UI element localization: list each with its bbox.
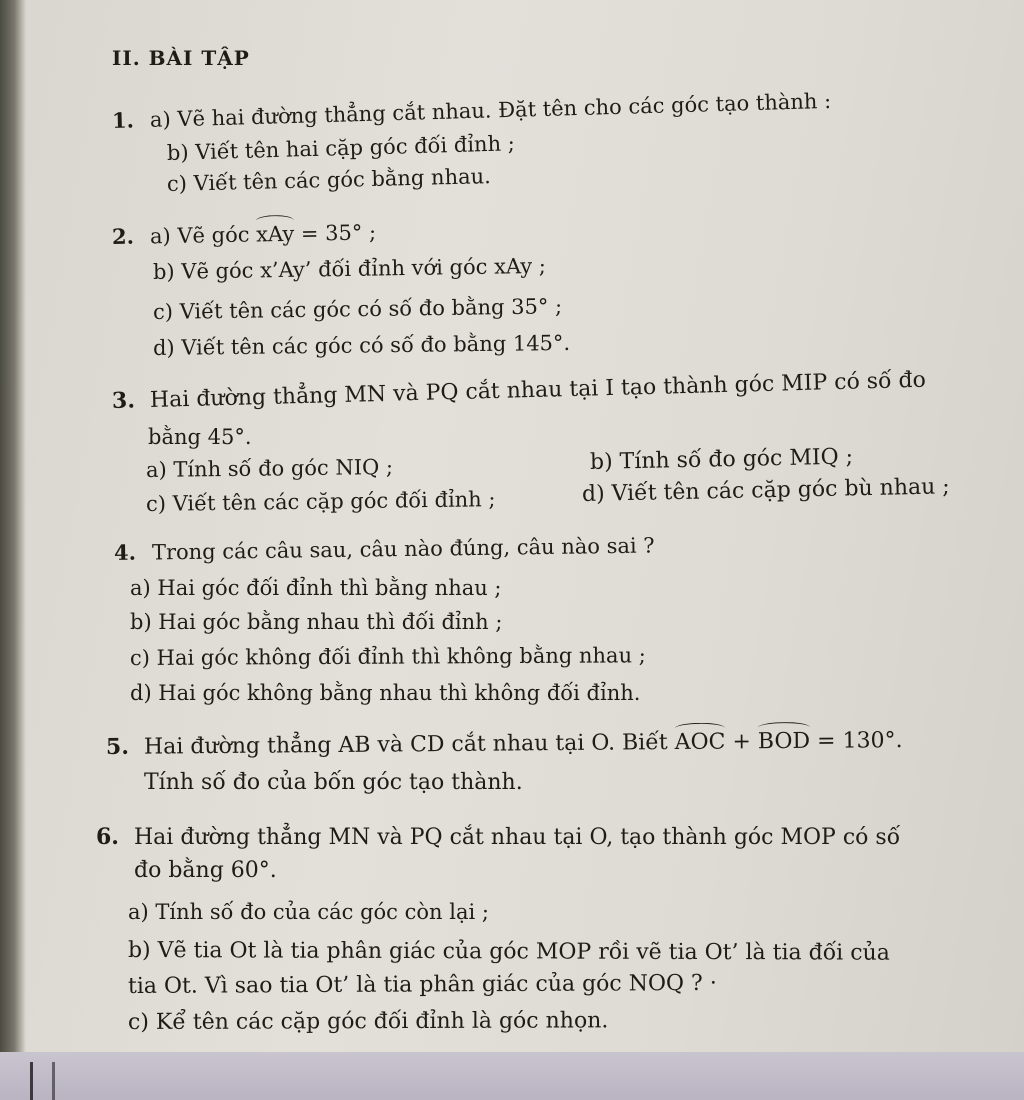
exercise-6-part-c: c) Kể tên các cặp góc đối đỉnh là góc nhọn. xyxy=(127,1008,609,1035)
exercise-text: + xyxy=(725,729,758,755)
exercise-text: Trong các câu sau, câu nào đúng, câu nào sai ? xyxy=(151,533,655,565)
exercise-3-statement xyxy=(112,369,926,413)
exercise-3-statement-cont: bằng 45°. xyxy=(148,425,252,449)
exercise-text: = 35° ; xyxy=(293,220,377,246)
strip-divider xyxy=(52,1062,55,1100)
exercise-2-part-a xyxy=(112,221,376,248)
exercise-2-part-d: d) Viết tên các góc có số đo bằng 145°. xyxy=(152,330,571,360)
angle-xay: xAy xyxy=(255,221,295,247)
exercise-number: 4. xyxy=(113,539,137,565)
exercise-4-part-d: d) Hai góc không bằng nhau thì không đối đỉnh. xyxy=(130,681,641,705)
exercise-text: Hai đường thẳng AB và CD cắt nhau tại O. Biết xyxy=(143,730,675,760)
exercise-1-part-c: c) Viết tên các góc bằng nhau. xyxy=(166,164,492,196)
exercise-6-statement xyxy=(96,826,900,849)
exercise-6-part-a: a) Tính số đo của các góc còn lại ; xyxy=(128,900,489,924)
exercise-2-part-c: c) Viết tên các góc có số đo bằng 35° ; xyxy=(152,294,563,324)
exercise-5-statement xyxy=(106,729,903,759)
angle-bod: BOD xyxy=(757,728,811,755)
exercise-number: 1. xyxy=(111,107,135,133)
strip-divider xyxy=(30,1062,33,1100)
exercise-text: a) Vẽ góc xyxy=(149,222,250,249)
exercise-6-statement-cont: đo bằng 60°. xyxy=(134,858,277,883)
section-heading: II. BÀI TẬP xyxy=(112,46,250,70)
exercise-text: Hai đường thẳng MN và PQ cắt nhau tại O, tạo thành góc MOP có số xyxy=(134,825,901,850)
exercise-text: a) Vẽ hai đường thẳng cắt nhau. Đặt tên cho các góc tạo thành : xyxy=(149,88,832,132)
exercise-number: 2. xyxy=(111,223,135,249)
bottom-background-strip xyxy=(0,1052,1024,1100)
exercise-number: 6. xyxy=(96,824,119,850)
angle-aoc: AOC xyxy=(674,729,726,756)
exercise-4-part-c: c) Hai góc không đối đỉnh thì không bằng nhau ; xyxy=(129,643,646,670)
exercise-number: 3. xyxy=(111,387,136,414)
exercise-1-part-a xyxy=(112,90,832,132)
exercise-text: = 130°. xyxy=(809,728,903,754)
exercise-4-statement xyxy=(114,534,655,564)
exercise-5-question: Tính số đo của bốn góc tạo thành. xyxy=(144,770,523,795)
exercise-4-part-b: b) Hai góc bằng nhau thì đối đỉnh ; xyxy=(130,610,503,634)
exercise-number: 5. xyxy=(105,733,130,760)
exercise-6-part-b: b) Vẽ tia Ot là tia phân giác của góc MOP rồi vẽ tia Ot’ là tia đối của xyxy=(127,938,890,966)
exercise-3-part-d: d) Viết tên các cặp góc bù nhau ; xyxy=(581,474,950,507)
exercise-3-part-a: a) Tính số đo góc NIQ ; xyxy=(145,454,394,482)
exercise-2-part-b: b) Vẽ góc x’Ay’ đối đỉnh với góc xAy ; xyxy=(152,253,547,284)
exercise-text: Hai đường thẳng MN và PQ cắt nhau tại I tạo thành góc MIP có số đo xyxy=(149,367,927,414)
exercise-1-part-b: b) Viết tên hai cặp góc đối đỉnh ; xyxy=(166,131,516,165)
exercise-4-part-a: a) Hai góc đối đỉnh thì bằng nhau ; xyxy=(130,576,502,600)
exercise-3-part-b: b) Tính số đo góc MIQ ; xyxy=(589,444,854,475)
exercise-3-part-c: c) Viết tên các cặp góc đối đỉnh ; xyxy=(145,487,496,516)
exercise-6-part-b-cont: tia Ot. Vì sao tia Ot’ là tia phân giác của góc NOQ ? · xyxy=(127,970,717,999)
